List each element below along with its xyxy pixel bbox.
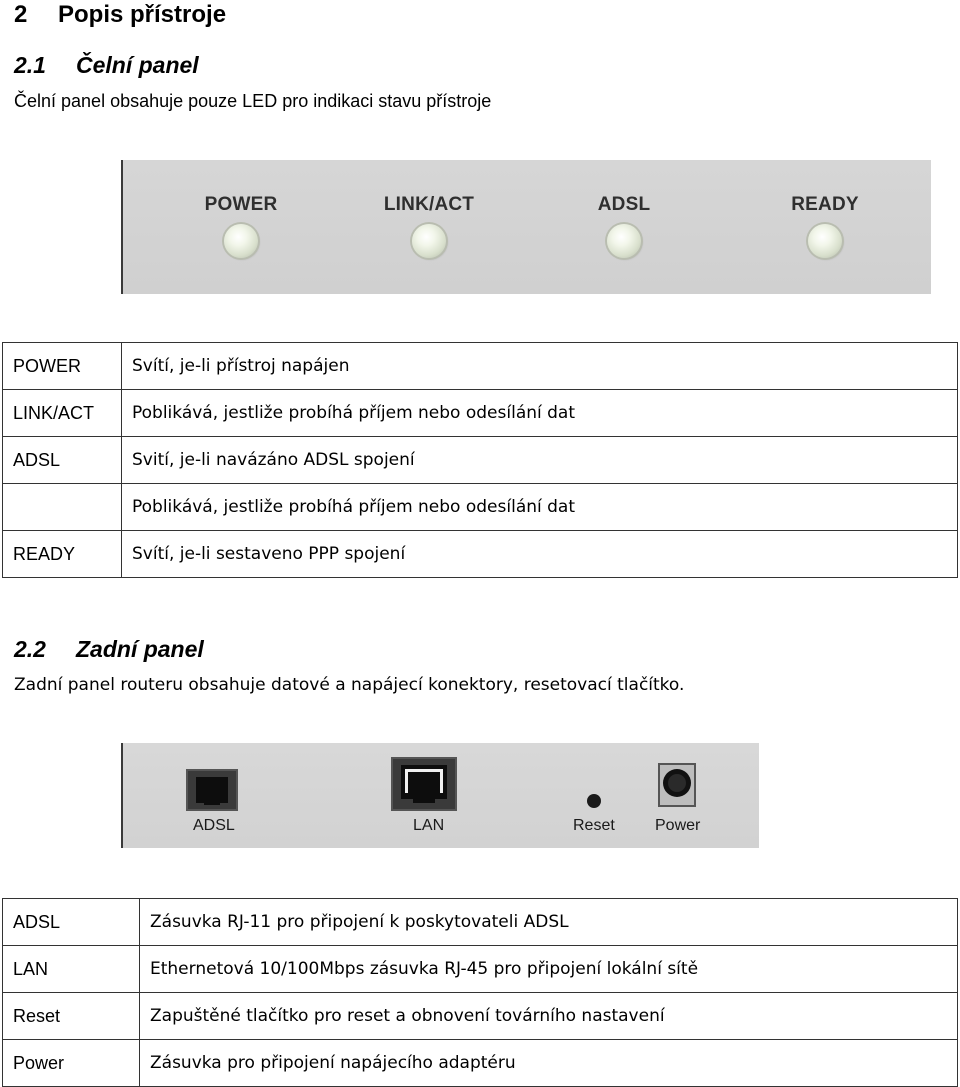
reset-button-icon — [587, 794, 601, 808]
section-title: Popis přístroje — [58, 1, 227, 28]
rear-intro-text: Zadní panel routeru obsahuje datové a napájecí konektory, resetovací tlačítko. — [14, 675, 685, 695]
led-name-cell: POWER — [3, 343, 122, 390]
port-desc-cell: Zásuvka RJ-11 pro připojení k poskytovateli ADSL — [140, 899, 958, 946]
led-name-cell: ADSL — [3, 437, 122, 484]
table-row — [3, 390, 958, 437]
led-indicator-icon — [224, 224, 258, 258]
rear-panel-image — [121, 743, 759, 848]
front-led-table — [2, 342, 958, 578]
front-intro-text: Čelní panel obsahuje pouze LED pro indikaci stavu přístroje — [14, 91, 492, 111]
rj45-port-icon — [391, 757, 457, 811]
table-row — [3, 1040, 958, 1087]
port-label: Reset — [573, 817, 615, 834]
port-name-cell: Power — [3, 1040, 140, 1087]
led-label: POWER — [204, 194, 278, 215]
led-desc-cell: Svití, je-li navázáno ADSL spojení — [122, 437, 958, 484]
led-name-cell: LINK/ACT — [3, 390, 122, 437]
led-desc-cell: Poblikává, jestliže probíhá příjem nebo odesílání dat — [122, 390, 958, 437]
subsection-title: Zadní panel — [76, 636, 204, 662]
led-label: READY — [791, 194, 859, 215]
port-label: ADSL — [193, 817, 235, 834]
led-ready — [745, 194, 905, 258]
port-name-cell: LAN — [3, 946, 140, 993]
port-label: Power — [655, 817, 701, 834]
led-label: LINK/ACT — [383, 194, 475, 215]
led-name-cell — [3, 484, 122, 531]
port-desc-cell: Zásuvka pro připojení napájecího adaptéru — [140, 1040, 958, 1087]
port-desc-cell: Ethernetová 10/100Mbps zásuvka RJ-45 pro připojení lokální sítě — [140, 946, 958, 993]
led-desc-cell: Poblikává, jestliže probíhá příjem nebo odesílání dat — [122, 484, 958, 531]
front-panel-image — [121, 160, 931, 294]
led-indicator-icon — [808, 224, 842, 258]
table-row — [3, 899, 958, 946]
table-row — [3, 531, 958, 578]
section-number: 2 — [14, 1, 28, 28]
led-indicator-icon — [607, 224, 641, 258]
led-label: ADSL — [597, 194, 651, 215]
port-name-cell: Reset — [3, 993, 140, 1040]
table-row — [3, 343, 958, 390]
port-label: LAN — [413, 817, 445, 834]
rj11-port-icon — [186, 769, 238, 811]
led-power — [161, 194, 321, 258]
power-jack-icon — [658, 763, 696, 807]
led-name-cell: READY — [3, 531, 122, 578]
led-link-act — [349, 194, 509, 258]
table-row — [3, 437, 958, 484]
table-row — [3, 484, 958, 531]
subsection-heading-front — [14, 50, 199, 80]
subsection-title: Čelní panel — [76, 52, 199, 78]
led-desc-cell: Svítí, je-li sestaveno PPP spojení — [122, 531, 958, 578]
table-row — [3, 993, 958, 1040]
port-name-cell: ADSL — [3, 899, 140, 946]
subsection-number: 2.1 — [14, 52, 46, 78]
subsection-number: 2.2 — [14, 636, 46, 662]
section-heading — [14, 0, 226, 30]
led-adsl — [544, 194, 704, 258]
table-row — [3, 946, 958, 993]
led-indicator-icon — [412, 224, 446, 258]
port-desc-cell: Zapuštěné tlačítko pro reset a obnovení továrního nastavení — [140, 993, 958, 1040]
led-desc-cell: Svítí, je-li přístroj napájen — [122, 343, 958, 390]
rear-port-table — [2, 898, 958, 1087]
subsection-heading-rear — [14, 634, 204, 664]
